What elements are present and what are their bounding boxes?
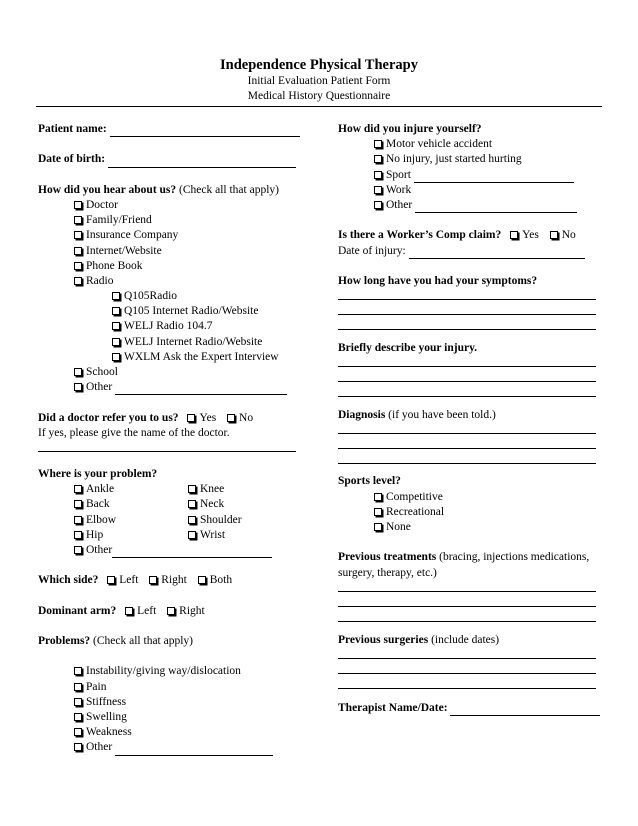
checkbox-icon[interactable]: [107, 576, 115, 584]
body-other-field[interactable]: [112, 546, 272, 558]
checkbox-icon[interactable]: [550, 231, 558, 239]
surgeries-line-1[interactable]: [338, 648, 596, 659]
workers-comp-yes[interactable]: Yes: [510, 228, 539, 243]
body-option-wrist[interactable]: Wrist: [188, 528, 298, 543]
checkbox-icon[interactable]: [374, 171, 382, 179]
problem-option-other[interactable]: Other: [38, 740, 303, 755]
problems-note: (Check all that apply): [90, 635, 193, 647]
injure-option-sport[interactable]: Sport: [338, 168, 600, 183]
header-divider: [36, 106, 602, 107]
prev-treatments-note: (bracing, injections medications,: [436, 551, 590, 564]
hear-option-insurance[interactable]: Insurance Company: [38, 228, 303, 243]
hear-other-field[interactable]: [115, 383, 287, 395]
radio-option-wxlm[interactable]: WXLM Ask the Expert Interview: [38, 350, 303, 365]
checkbox-icon[interactable]: [74, 247, 82, 255]
side-option-right[interactable]: Right: [149, 573, 187, 588]
checkbox-icon[interactable]: [112, 338, 120, 346]
surgeries-line-2[interactable]: [338, 663, 596, 674]
diagnosis-line-2[interactable]: [338, 438, 596, 449]
checkbox-icon[interactable]: [74, 713, 82, 721]
checkbox-icon[interactable]: [198, 576, 206, 584]
patient-name-field[interactable]: [110, 125, 300, 137]
date-of-injury-field[interactable]: [409, 247, 585, 259]
body-option-other[interactable]: Other: [74, 543, 188, 558]
problem-option-stiffness[interactable]: Stiffness: [38, 695, 303, 710]
dominant-arm-label: Dominant arm?: [38, 604, 117, 617]
body-option-shoulder[interactable]: Shoulder: [188, 513, 298, 528]
hear-option-family[interactable]: Family/Friend: [38, 213, 303, 228]
checkbox-icon[interactable]: [112, 353, 120, 361]
checkbox-icon[interactable]: [510, 231, 518, 239]
injure-other-field[interactable]: [415, 201, 577, 213]
checkbox-icon[interactable]: [74, 743, 82, 751]
checkbox-icon[interactable]: [374, 155, 382, 163]
checkbox-icon[interactable]: [374, 140, 382, 148]
right-column: How did you injure yourself? Motor vehicle accident No injury, just started hurting Sport Work Other Is there a Worker’s Comp claim? Yes No Date of injury: How long have you had your symptoms? Briefly describe your injury. Diagnosis (if you have been told.) Sports level? Competitive Recreational None Previous treatments (bracing, injections medications, surgery, therapy, etc.) Previous surgeries (include dates) Therapist Name/Date:: [338, 122, 600, 716]
problem-option-instability[interactable]: Instability/giving way/dislocation: [38, 664, 303, 679]
checkbox-icon[interactable]: [112, 307, 120, 315]
doctor-name-field[interactable]: [38, 441, 296, 452]
checkbox-icon[interactable]: [74, 531, 82, 539]
prev-surgeries-note: (include dates): [428, 633, 500, 646]
hear-about-note: (Check all that apply): [176, 183, 279, 196]
describe-line-1[interactable]: [338, 356, 596, 367]
doctor-refer-label: Did a doctor refer you to us?: [38, 411, 179, 424]
hear-about-label: How did you hear about us?: [38, 183, 177, 196]
body-option-ankle[interactable]: Ankle: [74, 482, 188, 497]
checkbox-icon[interactable]: [74, 383, 82, 391]
checkbox-icon[interactable]: [112, 322, 120, 330]
describe-line-3[interactable]: [338, 386, 596, 397]
symptoms-label: How long have you had your symptoms?: [338, 274, 538, 287]
injure-option-work[interactable]: Work: [338, 183, 600, 198]
symptoms-line-3[interactable]: [338, 319, 596, 330]
symptoms-line-1[interactable]: [338, 289, 596, 300]
hear-option-phonebook[interactable]: Phone Book: [38, 259, 303, 274]
body-option-back[interactable]: Back: [74, 497, 188, 512]
doctor-name-note: If yes, please give the name of the doctor.: [38, 426, 230, 439]
problem-other-field[interactable]: [115, 744, 273, 756]
checkbox-icon[interactable]: [74, 516, 82, 524]
diagnosis-note: (if you have been told.): [385, 409, 496, 422]
sports-option-competitive[interactable]: Competitive: [338, 490, 600, 505]
treatments-line-3[interactable]: [338, 611, 596, 622]
checkbox-icon[interactable]: [188, 500, 196, 508]
checkbox-icon[interactable]: [74, 546, 82, 554]
workers-comp-no[interactable]: No: [550, 228, 576, 243]
checkbox-icon[interactable]: [188, 485, 196, 493]
doctor-refer-no[interactable]: No: [227, 411, 253, 426]
surgeries-line-3[interactable]: [338, 678, 596, 689]
checkbox-icon[interactable]: [74, 368, 82, 376]
diagnosis-line-1[interactable]: [338, 423, 596, 434]
body-option-neck[interactable]: Neck: [188, 497, 298, 512]
checkbox-icon[interactable]: [167, 607, 175, 615]
checkbox-icon[interactable]: [374, 186, 382, 194]
sports-option-recreational[interactable]: Recreational: [338, 505, 600, 520]
checkbox-icon[interactable]: [187, 414, 195, 422]
workers-comp-label: Is there a Worker’s Comp claim?: [338, 229, 502, 242]
left-column: Patient name: Date of birth: How did you hear about us? (Check all that apply) Doctor Family/Friend Insurance Company Internet/Website Phone Book Radio Q105Radio Q105 Internet Radio/Website WELJ Radio 104.7 WELJ Internet Radio/Website WXLM Ask the Expert Interview School Other Did a doctor refer you to us? Yes No If yes, please give the name of the doctor. Where is your problem? Ankle Back Elbow Hip Other Knee Neck Shoulder Wrist Which side? Left Right Both Dominant arm? Left Right Problems? (Check all that apply) Instability/giving way/dislocation Pain Stiffness Swelling Weakness Other: [38, 122, 303, 756]
side-option-left[interactable]: Left: [107, 573, 138, 588]
form-title: Independence Physical Therapy: [220, 57, 418, 73]
where-problem-label: Where is your problem?: [38, 467, 158, 480]
diagnosis-line-3[interactable]: [338, 453, 596, 464]
side-option-both[interactable]: Both: [198, 573, 232, 588]
checkbox-icon[interactable]: [374, 508, 382, 516]
arm-option-right[interactable]: Right: [167, 604, 205, 619]
arm-option-left[interactable]: Left: [125, 604, 156, 619]
checkbox-icon[interactable]: [74, 485, 82, 493]
hear-option-other[interactable]: Other: [38, 380, 303, 395]
body-option-hip[interactable]: Hip: [74, 528, 188, 543]
dob-field[interactable]: [108, 156, 296, 168]
hear-option-radio[interactable]: Radio: [38, 274, 303, 289]
problem-option-swelling[interactable]: Swelling: [38, 710, 303, 725]
patient-name-label: Patient name: [38, 123, 103, 135]
checkbox-icon[interactable]: [74, 500, 82, 508]
form-header: [0, 56, 638, 104]
prev-treatments-label: Previous treatments: [338, 551, 437, 564]
radio-option-q105[interactable]: Q105Radio: [38, 289, 303, 304]
checkbox-icon[interactable]: [74, 667, 82, 675]
date-of-injury-label: Date of injury:: [338, 244, 406, 257]
checkbox-icon[interactable]: [74, 216, 82, 224]
checkbox-icon[interactable]: [149, 576, 157, 584]
hear-option-doctor[interactable]: Doctor: [38, 198, 303, 213]
body-option-knee[interactable]: Knee: [188, 482, 298, 497]
checkbox-icon[interactable]: [112, 292, 120, 300]
treatments-line-1[interactable]: [338, 581, 596, 592]
prev-surgeries-label: Previous surgeries: [338, 633, 429, 646]
doctor-refer-yes[interactable]: Yes: [187, 411, 216, 426]
therapist-field[interactable]: [450, 704, 600, 716]
checkbox-icon[interactable]: [227, 414, 235, 422]
checkbox-icon[interactable]: [74, 231, 82, 239]
dob-label: Date of birth: [38, 153, 102, 166]
checkbox-icon[interactable]: [74, 262, 82, 270]
checkbox-icon[interactable]: [74, 201, 82, 209]
therapist-label: Therapist Name/Date: [338, 701, 444, 714]
problem-option-pain[interactable]: Pain: [38, 680, 303, 695]
body-option-elbow[interactable]: Elbow: [74, 513, 188, 528]
treatments-line-2[interactable]: [338, 596, 596, 607]
sports-option-none[interactable]: None: [338, 520, 600, 535]
hear-option-school[interactable]: School: [38, 365, 303, 380]
describe-label: Briefly describe your injury.: [338, 342, 478, 355]
form-subtitle-2: Medical History Questionnaire: [247, 90, 391, 102]
checkbox-icon[interactable]: [74, 683, 82, 691]
checkbox-icon[interactable]: [125, 607, 133, 615]
checkbox-icon[interactable]: [188, 516, 196, 524]
diagnosis-label: Diagnosis: [338, 409, 386, 422]
symptoms-line-2[interactable]: [338, 304, 596, 315]
injure-option-no-injury[interactable]: No injury, just started hurting: [338, 152, 600, 167]
checkbox-icon[interactable]: [74, 277, 82, 285]
sports-label: Sports level?: [338, 475, 401, 488]
describe-line-2[interactable]: [338, 371, 596, 382]
checkbox-icon[interactable]: [188, 531, 196, 539]
sport-field[interactable]: [414, 171, 574, 183]
which-side-label: Which side?: [38, 574, 99, 587]
checkbox-icon[interactable]: [374, 493, 382, 501]
checkbox-icon[interactable]: [374, 523, 382, 531]
problems-label: Problems?: [38, 635, 91, 647]
injure-option-motor[interactable]: Motor vehicle accident: [338, 137, 600, 152]
hear-option-internet[interactable]: Internet/Website: [38, 244, 303, 259]
radio-option-welj-internet[interactable]: WELJ Internet Radio/Website: [38, 335, 303, 350]
injure-label: How did you injure yourself?: [338, 123, 482, 135]
radio-option-welj[interactable]: WELJ Radio 104.7: [38, 319, 303, 334]
checkbox-icon[interactable]: [374, 201, 382, 209]
checkbox-icon[interactable]: [74, 728, 82, 736]
form-subtitle: Initial Evaluation Patient Form: [247, 75, 391, 87]
radio-option-q105-internet[interactable]: Q105 Internet Radio/Website: [38, 304, 303, 319]
prev-treatments-note-2: surgery, therapy, etc.): [338, 566, 437, 579]
problem-option-weakness[interactable]: Weakness: [38, 725, 303, 740]
checkbox-icon[interactable]: [74, 698, 82, 706]
injure-option-other[interactable]: Other: [338, 198, 600, 213]
